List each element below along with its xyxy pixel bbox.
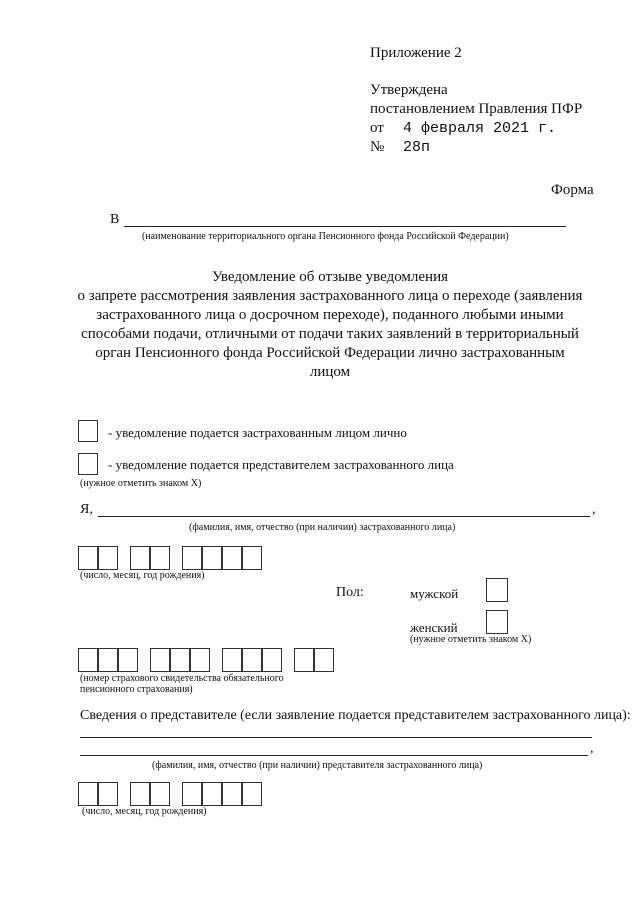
gender-label: Пол: xyxy=(336,585,364,600)
applicant-birth-caption: (число, месяц, год рождения) xyxy=(80,570,205,581)
birthdate-cell[interactable] xyxy=(150,782,170,806)
title-line: о запрете рассмотрения заявления застрахованного лица о переходе (заявления xyxy=(77,288,583,304)
number-prefix: № xyxy=(370,139,385,155)
female-checkbox[interactable] xyxy=(486,610,508,634)
male-label: мужской xyxy=(410,586,459,601)
birthdate-cell[interactable] xyxy=(202,782,222,806)
applicant-name-line[interactable] xyxy=(98,516,590,517)
representative-name-caption: (фамилия, имя, отчество (при наличии) представителя застрахованного лица) xyxy=(152,760,483,771)
gender-note: (нужное отметить знаком Х) xyxy=(410,634,532,645)
title-line: застрахованного лица о досрочном переходе), поданного любыми иными xyxy=(96,307,564,323)
birthdate-cell[interactable] xyxy=(222,546,242,570)
personal-checkbox[interactable] xyxy=(78,420,98,442)
representative-heading: Сведения о представителе (если заявление подается представителем застрахованного лица): xyxy=(80,708,631,723)
representative-checkbox[interactable] xyxy=(78,453,98,475)
submission-note: (нужное отметить знаком Х) xyxy=(80,478,202,489)
recipient-prefix: В xyxy=(110,212,120,227)
birthdate-cell[interactable] xyxy=(130,782,150,806)
snils-cell[interactable] xyxy=(118,648,138,672)
birthdate-cell[interactable] xyxy=(78,782,98,806)
snils-caption: пенсионного страхования) xyxy=(80,684,193,695)
approval-number: 28п xyxy=(403,139,431,156)
applicant-prefix: Я, xyxy=(80,502,93,517)
male-checkbox[interactable] xyxy=(486,578,508,602)
snils-cell[interactable] xyxy=(294,648,314,672)
appendix-label: Приложение 2 xyxy=(370,45,462,61)
title-line: способами подачи, отличными от подачи таких заявлений в территориальный xyxy=(81,326,579,342)
birthdate-cell[interactable] xyxy=(222,782,242,806)
snils-cell[interactable] xyxy=(242,648,262,672)
birthdate-cell[interactable] xyxy=(78,546,98,570)
representative-name-line[interactable] xyxy=(80,755,588,756)
birthdate-cell[interactable] xyxy=(182,782,202,806)
document-title xyxy=(60,268,600,382)
birthdate-cell[interactable] xyxy=(150,546,170,570)
recipient-line[interactable] xyxy=(124,226,566,227)
applicant-name-caption: (фамилия, имя, отчество (при наличии) застрахованного лица) xyxy=(189,522,456,533)
recipient-caption: (наименование территориального органа Пенсионного фонда Российской Федерации) xyxy=(142,231,509,242)
snils-cell[interactable] xyxy=(190,648,210,672)
birthdate-cell[interactable] xyxy=(242,782,262,806)
title-line: лицом xyxy=(309,364,351,380)
form-label: Форма xyxy=(551,182,594,198)
snils-caption: (номер страхового свидетельства обязательного xyxy=(80,673,284,684)
approved-label: Утверждена xyxy=(370,82,448,98)
snils-cell[interactable] xyxy=(222,648,242,672)
title-line: орган Пенсионного фонда Российской Федерации лично застрахованным xyxy=(95,345,565,361)
representative-comma: , xyxy=(590,741,594,756)
snils-cell[interactable] xyxy=(150,648,170,672)
date-prefix: от xyxy=(370,120,384,136)
birthdate-cell[interactable] xyxy=(202,546,222,570)
applicant-comma: , xyxy=(592,502,596,517)
birthdate-cell[interactable] xyxy=(182,546,202,570)
representative-name-line[interactable] xyxy=(80,737,592,738)
approval-date: 4 февраля 2021 г. xyxy=(403,120,557,137)
snils-cell[interactable] xyxy=(314,648,334,672)
snils-cell[interactable] xyxy=(170,648,190,672)
snils-cell[interactable] xyxy=(98,648,118,672)
female-label: женский xyxy=(410,620,458,635)
title-line: Уведомление об отзыве уведомления xyxy=(211,269,449,285)
snils-cell[interactable] xyxy=(262,648,282,672)
birthdate-cell[interactable] xyxy=(130,546,150,570)
personal-option-label: - уведомление подается застрахованным лицом лично xyxy=(108,425,407,440)
birthdate-cell[interactable] xyxy=(242,546,262,570)
representative-option-label: - уведомление подается представителем застрахованного лица xyxy=(108,457,454,472)
representative-birth-caption: (число, месяц, год рождения) xyxy=(82,806,207,817)
snils-cell[interactable] xyxy=(78,648,98,672)
birthdate-cell[interactable] xyxy=(98,546,118,570)
birthdate-cell[interactable] xyxy=(98,782,118,806)
approved-by-label: постановлением Правления ПФР xyxy=(370,101,583,117)
